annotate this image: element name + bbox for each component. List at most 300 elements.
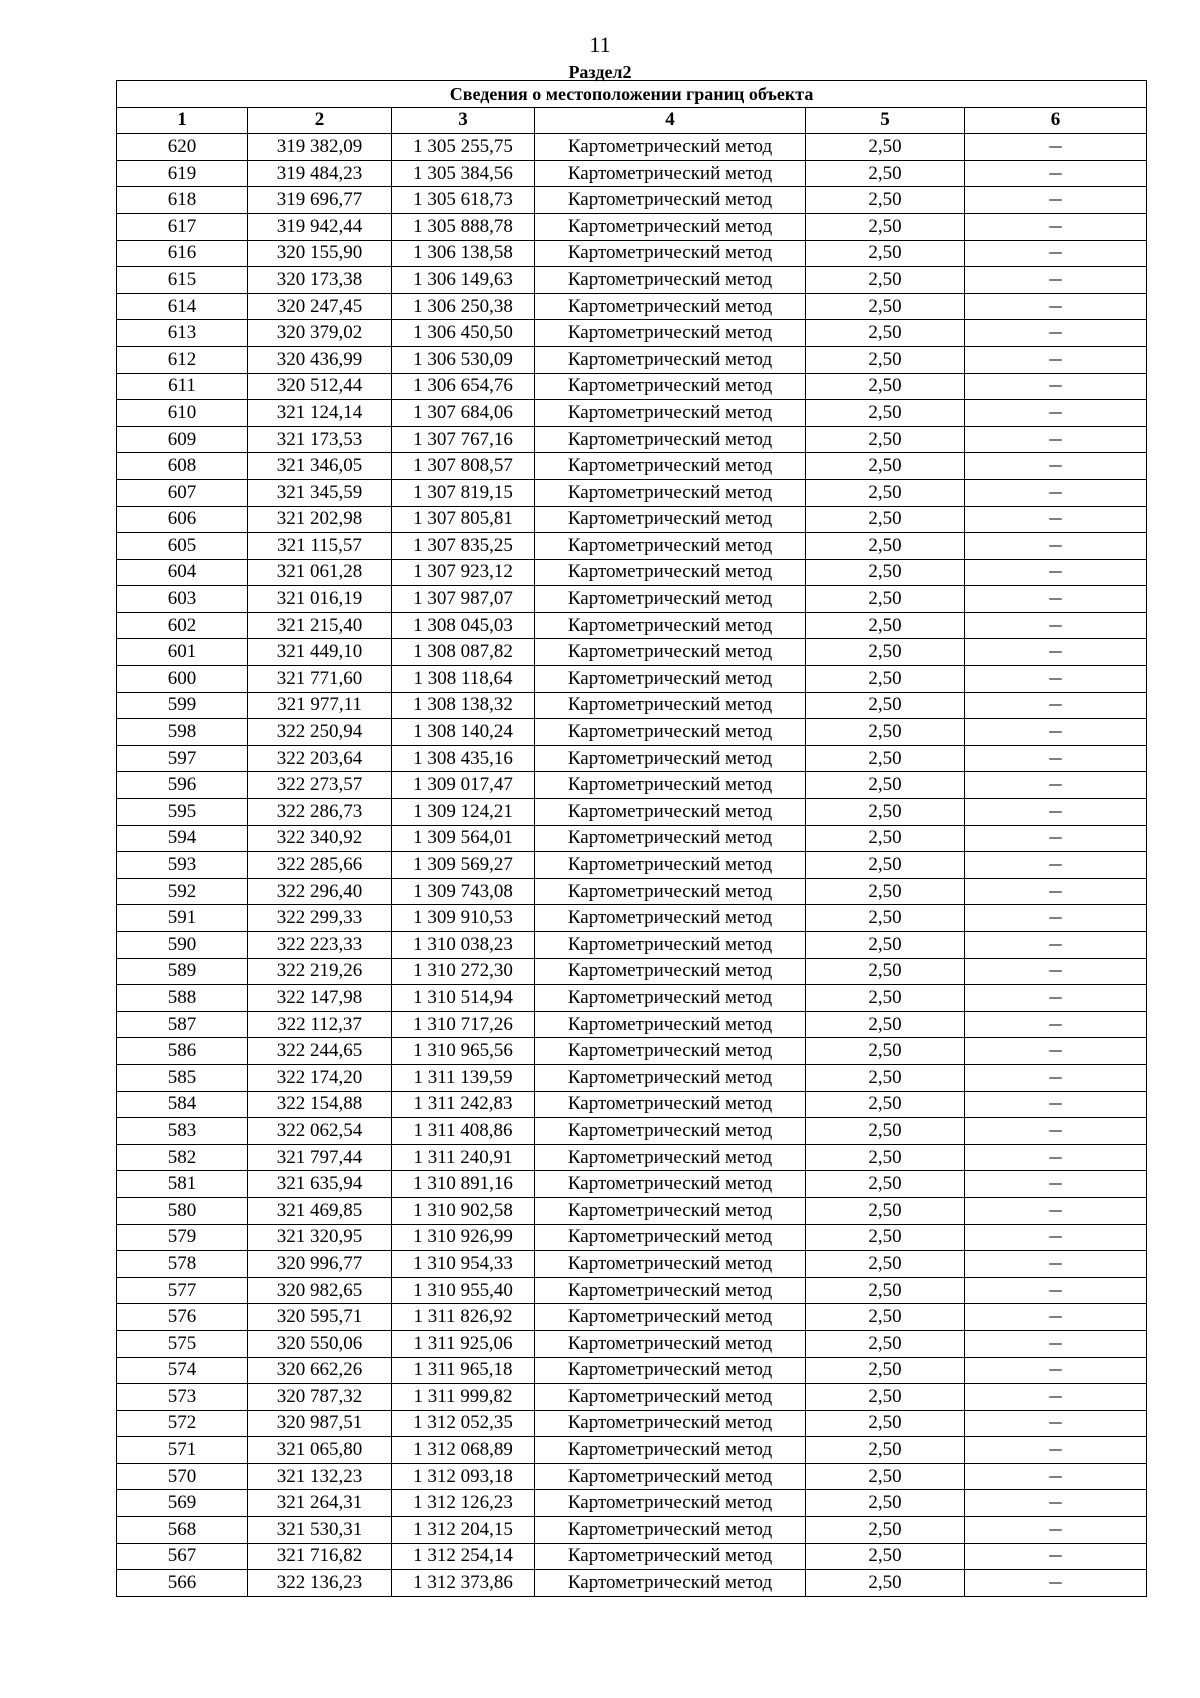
x-coordinate-cell: 320 550,06 xyxy=(248,1330,392,1357)
table-row xyxy=(117,134,1147,161)
accuracy-cell: 2,50 xyxy=(806,719,965,746)
method-cell: Картометрический метод xyxy=(535,1197,806,1224)
y-coordinate-cell: 1 311 408,86 xyxy=(392,1118,535,1145)
accuracy-cell: 2,50 xyxy=(806,293,965,320)
x-coordinate-cell: 322 219,26 xyxy=(248,958,392,985)
x-coordinate-cell: 320 982,65 xyxy=(248,1277,392,1304)
point-number-cell: 595 xyxy=(117,799,248,826)
description-cell: — xyxy=(965,1144,1147,1171)
y-coordinate-cell: 1 307 805,81 xyxy=(392,506,535,533)
accuracy-cell: 2,50 xyxy=(806,1410,965,1437)
accuracy-cell: 2,50 xyxy=(806,1490,965,1517)
table-row xyxy=(117,1197,1147,1224)
table-row xyxy=(117,160,1147,187)
description-cell: — xyxy=(965,985,1147,1012)
point-number-cell: 617 xyxy=(117,213,248,240)
table-row xyxy=(117,346,1147,373)
point-number-cell: 600 xyxy=(117,666,248,693)
method-cell: Картометрический метод xyxy=(535,1064,806,1091)
description-cell: — xyxy=(965,1277,1147,1304)
point-number-cell: 620 xyxy=(117,134,248,161)
table-row xyxy=(117,373,1147,400)
accuracy-cell: 2,50 xyxy=(806,267,965,294)
table-caption-row xyxy=(117,81,1147,108)
accuracy-cell: 2,50 xyxy=(806,479,965,506)
point-number-cell: 566 xyxy=(117,1570,248,1597)
point-number-cell: 571 xyxy=(117,1437,248,1464)
accuracy-cell: 2,50 xyxy=(806,1251,965,1278)
table-row xyxy=(117,1463,1147,1490)
point-number-cell: 608 xyxy=(117,453,248,480)
description-cell: — xyxy=(965,533,1147,560)
table-row xyxy=(117,426,1147,453)
x-coordinate-cell: 322 174,20 xyxy=(248,1064,392,1091)
x-coordinate-cell: 322 285,66 xyxy=(248,852,392,879)
method-cell: Картометрический метод xyxy=(535,878,806,905)
point-number-cell: 599 xyxy=(117,692,248,719)
method-cell: Картометрический метод xyxy=(535,1570,806,1597)
y-coordinate-cell: 1 307 987,07 xyxy=(392,586,535,613)
table-row xyxy=(117,745,1147,772)
method-cell: Картометрический метод xyxy=(535,1490,806,1517)
point-number-cell: 604 xyxy=(117,559,248,586)
accuracy-cell: 2,50 xyxy=(806,799,965,826)
description-cell: — xyxy=(965,799,1147,826)
accuracy-cell: 2,50 xyxy=(806,1463,965,1490)
x-coordinate-cell: 320 595,71 xyxy=(248,1304,392,1331)
point-number-cell: 594 xyxy=(117,825,248,852)
table-row xyxy=(117,1384,1147,1411)
section-title: Раздел2 xyxy=(568,62,632,82)
accuracy-cell: 2,50 xyxy=(806,1437,965,1464)
x-coordinate-cell: 321 202,98 xyxy=(248,506,392,533)
accuracy-cell: 2,50 xyxy=(806,932,965,959)
accuracy-cell: 2,50 xyxy=(806,1091,965,1118)
point-number-cell: 616 xyxy=(117,240,248,267)
description-cell: — xyxy=(965,1437,1147,1464)
table-row xyxy=(117,506,1147,533)
table-row xyxy=(117,213,1147,240)
point-number-cell: 569 xyxy=(117,1490,248,1517)
point-number-cell: 585 xyxy=(117,1064,248,1091)
accuracy-cell: 2,50 xyxy=(806,852,965,879)
point-number-cell: 618 xyxy=(117,187,248,214)
description-cell: — xyxy=(965,586,1147,613)
table-row xyxy=(117,932,1147,959)
description-cell: — xyxy=(965,1543,1147,1570)
y-coordinate-cell: 1 308 435,16 xyxy=(392,745,535,772)
point-number-cell: 607 xyxy=(117,479,248,506)
accuracy-cell: 2,50 xyxy=(806,373,965,400)
point-number-cell: 615 xyxy=(117,267,248,294)
point-number-cell: 574 xyxy=(117,1357,248,1384)
x-coordinate-cell: 321 797,44 xyxy=(248,1144,392,1171)
x-coordinate-cell: 321 530,31 xyxy=(248,1517,392,1544)
y-coordinate-cell: 1 310 891,16 xyxy=(392,1171,535,1198)
method-cell: Картометрический метод xyxy=(535,1224,806,1251)
description-cell: — xyxy=(965,1091,1147,1118)
description-cell: — xyxy=(965,1011,1147,1038)
table-row xyxy=(117,799,1147,826)
accuracy-cell: 2,50 xyxy=(806,1224,965,1251)
table-row xyxy=(117,240,1147,267)
description-cell: — xyxy=(965,692,1147,719)
y-coordinate-cell: 1 311 240,91 xyxy=(392,1144,535,1171)
y-coordinate-cell: 1 312 052,35 xyxy=(392,1410,535,1437)
x-coordinate-cell: 322 244,65 xyxy=(248,1038,392,1065)
point-number-cell: 568 xyxy=(117,1517,248,1544)
point-number-cell: 570 xyxy=(117,1463,248,1490)
y-coordinate-cell: 1 312 093,18 xyxy=(392,1463,535,1490)
x-coordinate-cell: 321 346,05 xyxy=(248,453,392,480)
y-coordinate-cell: 1 312 254,14 xyxy=(392,1543,535,1570)
point-number-cell: 586 xyxy=(117,1038,248,1065)
x-coordinate-cell: 321 173,53 xyxy=(248,426,392,453)
point-number-cell: 590 xyxy=(117,932,248,959)
table-row xyxy=(117,1038,1147,1065)
method-cell: Картометрический метод xyxy=(535,772,806,799)
table-row xyxy=(117,1277,1147,1304)
x-coordinate-cell: 320 247,45 xyxy=(248,293,392,320)
point-number-cell: 592 xyxy=(117,878,248,905)
method-cell: Картометрический метод xyxy=(535,400,806,427)
y-coordinate-cell: 1 306 530,09 xyxy=(392,346,535,373)
x-coordinate-cell: 322 223,33 xyxy=(248,932,392,959)
method-cell: Картометрический метод xyxy=(535,799,806,826)
description-cell: — xyxy=(965,1304,1147,1331)
y-coordinate-cell: 1 308 118,64 xyxy=(392,666,535,693)
table-row xyxy=(117,479,1147,506)
accuracy-cell: 2,50 xyxy=(806,1118,965,1145)
x-coordinate-cell: 321 124,14 xyxy=(248,400,392,427)
accuracy-cell: 2,50 xyxy=(806,533,965,560)
table-row xyxy=(117,1517,1147,1544)
table-row xyxy=(117,1543,1147,1570)
accuracy-cell: 2,50 xyxy=(806,559,965,586)
y-coordinate-cell: 1 305 384,56 xyxy=(392,160,535,187)
table-row xyxy=(117,1118,1147,1145)
point-number-cell: 584 xyxy=(117,1091,248,1118)
accuracy-cell: 2,50 xyxy=(806,320,965,347)
table-row xyxy=(117,1144,1147,1171)
description-cell: — xyxy=(965,346,1147,373)
method-cell: Картометрический метод xyxy=(535,985,806,1012)
method-cell: Картометрический метод xyxy=(535,1118,806,1145)
accuracy-cell: 2,50 xyxy=(806,1543,965,1570)
accuracy-cell: 2,50 xyxy=(806,426,965,453)
column-header-3: 3 xyxy=(392,107,535,134)
y-coordinate-cell: 1 306 138,58 xyxy=(392,240,535,267)
y-coordinate-cell: 1 310 514,94 xyxy=(392,985,535,1012)
x-coordinate-cell: 319 382,09 xyxy=(248,134,392,161)
x-coordinate-cell: 322 112,37 xyxy=(248,1011,392,1038)
x-coordinate-cell: 321 977,11 xyxy=(248,692,392,719)
boundary-coordinates-table xyxy=(116,80,1147,1597)
y-coordinate-cell: 1 310 272,30 xyxy=(392,958,535,985)
description-cell: — xyxy=(965,187,1147,214)
y-coordinate-cell: 1 310 965,56 xyxy=(392,1038,535,1065)
table-row xyxy=(117,878,1147,905)
y-coordinate-cell: 1 311 925,06 xyxy=(392,1330,535,1357)
method-cell: Картометрический метод xyxy=(535,506,806,533)
description-cell: — xyxy=(965,1197,1147,1224)
description-cell: — xyxy=(965,772,1147,799)
method-cell: Картометрический метод xyxy=(535,1330,806,1357)
description-cell: — xyxy=(965,1570,1147,1597)
y-coordinate-cell: 1 310 955,40 xyxy=(392,1277,535,1304)
method-cell: Картометрический метод xyxy=(535,134,806,161)
table-row xyxy=(117,1490,1147,1517)
point-number-cell: 591 xyxy=(117,905,248,932)
method-cell: Картометрический метод xyxy=(535,612,806,639)
y-coordinate-cell: 1 311 826,92 xyxy=(392,1304,535,1331)
accuracy-cell: 2,50 xyxy=(806,1064,965,1091)
point-number-cell: 613 xyxy=(117,320,248,347)
y-coordinate-cell: 1 308 140,24 xyxy=(392,719,535,746)
y-coordinate-cell: 1 307 819,15 xyxy=(392,479,535,506)
point-number-cell: 578 xyxy=(117,1251,248,1278)
point-number-cell: 577 xyxy=(117,1277,248,1304)
y-coordinate-cell: 1 312 204,15 xyxy=(392,1517,535,1544)
x-coordinate-cell: 321 264,31 xyxy=(248,1490,392,1517)
method-cell: Картометрический метод xyxy=(535,1277,806,1304)
point-number-cell: 572 xyxy=(117,1410,248,1437)
method-cell: Картометрический метод xyxy=(535,1437,806,1464)
description-cell: — xyxy=(965,852,1147,879)
table-row xyxy=(117,453,1147,480)
point-number-cell: 589 xyxy=(117,958,248,985)
description-cell: — xyxy=(965,400,1147,427)
accuracy-cell: 2,50 xyxy=(806,400,965,427)
y-coordinate-cell: 1 308 087,82 xyxy=(392,639,535,666)
accuracy-cell: 2,50 xyxy=(806,958,965,985)
table-row xyxy=(117,666,1147,693)
method-cell: Картометрический метод xyxy=(535,373,806,400)
description-cell: — xyxy=(965,453,1147,480)
table-row xyxy=(117,958,1147,985)
description-cell: — xyxy=(965,878,1147,905)
description-cell: — xyxy=(965,240,1147,267)
method-cell: Картометрический метод xyxy=(535,187,806,214)
x-coordinate-cell: 321 215,40 xyxy=(248,612,392,639)
x-coordinate-cell: 320 379,02 xyxy=(248,320,392,347)
y-coordinate-cell: 1 312 126,23 xyxy=(392,1490,535,1517)
method-cell: Картометрический метод xyxy=(535,666,806,693)
x-coordinate-cell: 322 286,73 xyxy=(248,799,392,826)
table-row xyxy=(117,1251,1147,1278)
table-header-row xyxy=(117,107,1147,134)
x-coordinate-cell: 320 173,38 xyxy=(248,267,392,294)
point-number-cell: 573 xyxy=(117,1384,248,1411)
column-header-4: 4 xyxy=(535,107,806,134)
point-number-cell: 581 xyxy=(117,1171,248,1198)
table-row xyxy=(117,267,1147,294)
point-number-cell: 601 xyxy=(117,639,248,666)
y-coordinate-cell: 1 311 965,18 xyxy=(392,1357,535,1384)
x-coordinate-cell: 321 132,23 xyxy=(248,1463,392,1490)
accuracy-cell: 2,50 xyxy=(806,346,965,373)
method-cell: Картометрический метод xyxy=(535,453,806,480)
y-coordinate-cell: 1 305 888,78 xyxy=(392,213,535,240)
method-cell: Картометрический метод xyxy=(535,1517,806,1544)
point-number-cell: 593 xyxy=(117,852,248,879)
x-coordinate-cell: 320 155,90 xyxy=(248,240,392,267)
x-coordinate-cell: 320 512,44 xyxy=(248,373,392,400)
table-row xyxy=(117,639,1147,666)
description-cell: — xyxy=(965,320,1147,347)
point-number-cell: 576 xyxy=(117,1304,248,1331)
table-caption: Сведения о местоположении границ объекта xyxy=(117,81,1147,108)
column-header-1: 1 xyxy=(117,107,248,134)
method-cell: Картометрический метод xyxy=(535,1091,806,1118)
point-number-cell: 567 xyxy=(117,1543,248,1570)
description-cell: — xyxy=(965,1224,1147,1251)
y-coordinate-cell: 1 312 068,89 xyxy=(392,1437,535,1464)
description-cell: — xyxy=(965,1064,1147,1091)
method-cell: Картометрический метод xyxy=(535,1011,806,1038)
x-coordinate-cell: 322 203,64 xyxy=(248,745,392,772)
table-row xyxy=(117,559,1147,586)
table-row xyxy=(117,612,1147,639)
x-coordinate-cell: 322 136,23 xyxy=(248,1570,392,1597)
description-cell: — xyxy=(965,745,1147,772)
method-cell: Картометрический метод xyxy=(535,1038,806,1065)
accuracy-cell: 2,50 xyxy=(806,1171,965,1198)
y-coordinate-cell: 1 311 139,59 xyxy=(392,1064,535,1091)
y-coordinate-cell: 1 309 569,27 xyxy=(392,852,535,879)
table-row xyxy=(117,985,1147,1012)
description-cell: — xyxy=(965,1357,1147,1384)
accuracy-cell: 2,50 xyxy=(806,612,965,639)
point-number-cell: 596 xyxy=(117,772,248,799)
accuracy-cell: 2,50 xyxy=(806,1357,965,1384)
accuracy-cell: 2,50 xyxy=(806,666,965,693)
point-number-cell: 587 xyxy=(117,1011,248,1038)
description-cell: — xyxy=(965,1118,1147,1145)
column-header-2: 2 xyxy=(248,107,392,134)
method-cell: Картометрический метод xyxy=(535,692,806,719)
x-coordinate-cell: 321 449,10 xyxy=(248,639,392,666)
method-cell: Картометрический метод xyxy=(535,346,806,373)
y-coordinate-cell: 1 307 767,16 xyxy=(392,426,535,453)
method-cell: Картометрический метод xyxy=(535,719,806,746)
accuracy-cell: 2,50 xyxy=(806,825,965,852)
accuracy-cell: 2,50 xyxy=(806,878,965,905)
accuracy-cell: 2,50 xyxy=(806,1384,965,1411)
point-number-cell: 588 xyxy=(117,985,248,1012)
point-number-cell: 606 xyxy=(117,506,248,533)
accuracy-cell: 2,50 xyxy=(806,1304,965,1331)
accuracy-cell: 2,50 xyxy=(806,1011,965,1038)
x-coordinate-cell: 319 484,23 xyxy=(248,160,392,187)
x-coordinate-cell: 322 299,33 xyxy=(248,905,392,932)
y-coordinate-cell: 1 312 373,86 xyxy=(392,1570,535,1597)
y-coordinate-cell: 1 306 450,50 xyxy=(392,320,535,347)
x-coordinate-cell: 322 273,57 xyxy=(248,772,392,799)
accuracy-cell: 2,50 xyxy=(806,1570,965,1597)
accuracy-cell: 2,50 xyxy=(806,453,965,480)
y-coordinate-cell: 1 310 717,26 xyxy=(392,1011,535,1038)
method-cell: Картометрический метод xyxy=(535,586,806,613)
description-cell: — xyxy=(965,426,1147,453)
y-coordinate-cell: 1 307 684,06 xyxy=(392,400,535,427)
x-coordinate-cell: 322 062,54 xyxy=(248,1118,392,1145)
description-cell: — xyxy=(965,825,1147,852)
x-coordinate-cell: 320 787,32 xyxy=(248,1384,392,1411)
description-cell: — xyxy=(965,1171,1147,1198)
description-cell: — xyxy=(965,293,1147,320)
description-cell: — xyxy=(965,1517,1147,1544)
description-cell: — xyxy=(965,267,1147,294)
method-cell: Картометрический метод xyxy=(535,1543,806,1570)
accuracy-cell: 2,50 xyxy=(806,1277,965,1304)
accuracy-cell: 2,50 xyxy=(806,692,965,719)
method-cell: Картометрический метод xyxy=(535,293,806,320)
point-number-cell: 580 xyxy=(117,1197,248,1224)
method-cell: Картометрический метод xyxy=(535,852,806,879)
table-row xyxy=(117,1304,1147,1331)
table-row xyxy=(117,533,1147,560)
x-coordinate-cell: 322 340,92 xyxy=(248,825,392,852)
description-cell: — xyxy=(965,1038,1147,1065)
y-coordinate-cell: 1 305 255,75 xyxy=(392,134,535,161)
method-cell: Картометрический метод xyxy=(535,479,806,506)
point-number-cell: 579 xyxy=(117,1224,248,1251)
table-row xyxy=(117,586,1147,613)
y-coordinate-cell: 1 309 017,47 xyxy=(392,772,535,799)
point-number-cell: 603 xyxy=(117,586,248,613)
table-row xyxy=(117,1091,1147,1118)
description-cell: — xyxy=(965,666,1147,693)
point-number-cell: 583 xyxy=(117,1118,248,1145)
accuracy-cell: 2,50 xyxy=(806,905,965,932)
column-header-5: 5 xyxy=(806,107,965,134)
method-cell: Картометрический метод xyxy=(535,1171,806,1198)
table-row xyxy=(117,692,1147,719)
table-row xyxy=(117,1357,1147,1384)
accuracy-cell: 2,50 xyxy=(806,1144,965,1171)
accuracy-cell: 2,50 xyxy=(806,1517,965,1544)
x-coordinate-cell: 320 436,99 xyxy=(248,346,392,373)
x-coordinate-cell: 321 065,80 xyxy=(248,1437,392,1464)
method-cell: Картометрический метод xyxy=(535,1410,806,1437)
point-number-cell: 598 xyxy=(117,719,248,746)
x-coordinate-cell: 321 016,19 xyxy=(248,586,392,613)
x-coordinate-cell: 322 296,40 xyxy=(248,878,392,905)
x-coordinate-cell: 319 696,77 xyxy=(248,187,392,214)
x-coordinate-cell: 321 716,82 xyxy=(248,1543,392,1570)
y-coordinate-cell: 1 311 999,82 xyxy=(392,1384,535,1411)
method-cell: Картометрический метод xyxy=(535,533,806,560)
y-coordinate-cell: 1 306 654,76 xyxy=(392,373,535,400)
method-cell: Картометрический метод xyxy=(535,905,806,932)
table-row xyxy=(117,1570,1147,1597)
x-coordinate-cell: 319 942,44 xyxy=(248,213,392,240)
method-cell: Картометрический метод xyxy=(535,1304,806,1331)
table-row xyxy=(117,187,1147,214)
x-coordinate-cell: 322 250,94 xyxy=(248,719,392,746)
description-cell: — xyxy=(965,1463,1147,1490)
description-cell: — xyxy=(965,958,1147,985)
point-number-cell: 575 xyxy=(117,1330,248,1357)
point-number-cell: 610 xyxy=(117,400,248,427)
y-coordinate-cell: 1 310 926,99 xyxy=(392,1224,535,1251)
table-row xyxy=(117,400,1147,427)
y-coordinate-cell: 1 310 954,33 xyxy=(392,1251,535,1278)
description-cell: — xyxy=(965,1330,1147,1357)
point-number-cell: 609 xyxy=(117,426,248,453)
y-coordinate-cell: 1 309 564,01 xyxy=(392,825,535,852)
